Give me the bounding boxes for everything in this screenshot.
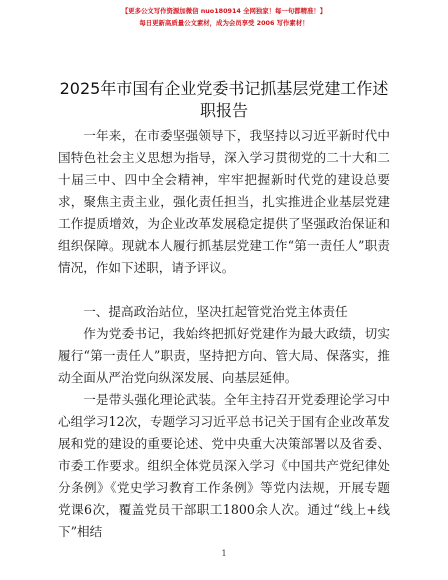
page-number: 1 bbox=[221, 549, 227, 558]
promo-banner-line-1: 【更多公文写作资源加微信 nuo180914 全网独家！每一句都精准！】 bbox=[121, 7, 327, 15]
paragraph-intro: 一年来，在市委坚强领导下，我坚持以习近平新时代中国特色社会主义思想为指导，深入学习贯彻党的二十大和二十届三中、四中全会精神，牢牢把握新时代党的建设总要求，聚焦主责主业，强化责任担当，扎实推进企业基层党建工作提质增效，为企业改革发展稳定提供了坚强政治保证和组织保障。现就本人履行抓基层党建工作“第一责任人”职责情况，作如下述职，请予评议。 bbox=[58, 128, 390, 275]
document-title: 2025年市国有企业党委书记抓基层党建工作述职报告 bbox=[59, 79, 389, 120]
paragraph-responsibility: 作为党委书记，我始终把抓好党建作为最大政绩，切实履行“第一责任人”职责，坚持把方向、管大局、保落实，推动全面从严治党向纵深发展、向基层延伸。 bbox=[58, 326, 390, 385]
section-heading: 一、提高政治站位，坚决扛起管党治党主体责任 bbox=[83, 304, 348, 319]
paragraph-theory-study: 一是带头强化理论武装。全年主持召开党委理论学习中心组学习12次，专题学习习近平总书记关于国有企业改革发展和党的建设的重要论述、党中央重大决策部署以及省委、市委工作要求。组织全体党员深入学习《中国共产党纪律处分条例》《党史学习教育工作条例》等党内法规，开展专题党课6次，覆盖党员干部职工1800余人次。通过“线上+线下”相结 bbox=[58, 392, 390, 539]
promo-banner-line-2: 每日更新高质量公文素材，成为会员享受 2006 写作素材！ bbox=[139, 19, 309, 27]
